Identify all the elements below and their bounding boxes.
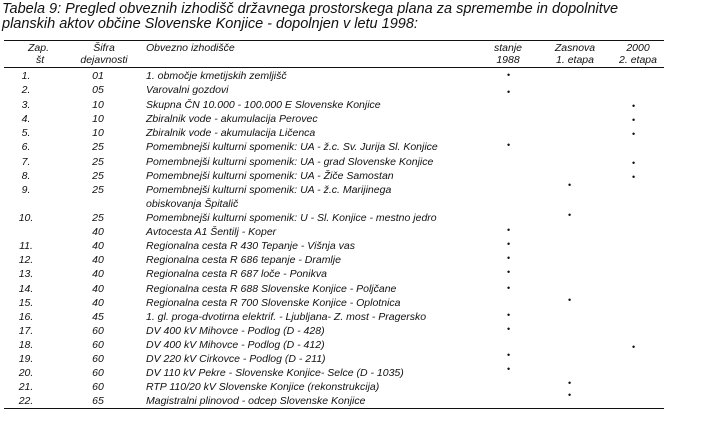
cell-izhodisce: RTP 110/20 kV Slovenske Konjice (rekonstrukcija) [146, 381, 380, 393]
header-zasnova [545, 42, 605, 66]
table-title-line2: planskih aktov občine Slovenske Konjice - dopolnjen v letu 1998: [2, 16, 418, 32]
cell-zap: 1. [21, 70, 31, 82]
table-title [2, 2, 702, 32]
header-zap-line2: št [36, 54, 45, 66]
cell-izhodisce: Pomembnejši kulturni spomenik: UA - Žiče Samostan [146, 170, 394, 182]
etapa2-2000-mark: • [632, 172, 636, 182]
zasnova-etapa1-mark: • [568, 378, 572, 388]
table-row [0, 253, 706, 267]
cell-sifra: 05 [92, 84, 104, 96]
cell-zap: 8. [21, 170, 31, 182]
header-zasnova-label: Zasnova [554, 42, 596, 54]
cell-zap: 9. [21, 184, 31, 196]
cell-izhodisce: Regionalna cesta R 688 Slovenske Konjice - Poljčane [146, 283, 397, 295]
cell-zap: 21. [18, 381, 34, 393]
cell-sifra: 10 [92, 99, 104, 111]
cell-izhodisce: Regionalna cesta R 686 tepanje - Dramlje [146, 254, 341, 266]
cell-sifra: 40 [92, 268, 104, 280]
header-etapa1: 1. etapa [556, 54, 594, 66]
stanje-1988-mark: • [507, 283, 511, 293]
table-row [0, 352, 706, 366]
cell-zap: 7. [21, 156, 31, 168]
cell-zap: 19. [18, 353, 34, 365]
cell-sifra: 10 [92, 113, 104, 125]
cell-izhodisce: Regionalna cesta R 700 Slovenske Konjice - Oplotnica [146, 297, 401, 309]
cell-zap: 13. [18, 268, 34, 280]
stanje-1988-mark: • [507, 350, 511, 360]
header-izhodisce: Obvezno izhodišče [146, 42, 235, 54]
cell-sifra: 25 [92, 141, 104, 153]
cell-sifra: 40 [92, 226, 104, 238]
table-row [0, 140, 706, 154]
stanje-1988-mark: • [507, 324, 511, 334]
table-row [0, 98, 706, 112]
table-row [0, 366, 706, 380]
stanje-1988-mark: • [507, 267, 511, 277]
cell-sifra: 60 [92, 325, 104, 337]
table-row [0, 239, 706, 253]
cell-sifra: 25 [92, 212, 104, 224]
table-row [0, 211, 706, 225]
stanje-1988-mark: • [507, 70, 511, 80]
cell-zap: 18. [18, 339, 34, 351]
etapa2-2000-mark: • [632, 115, 636, 125]
cell-izhodisce: Pomembnejši kulturni spomenik: UA - ž.c. Marijinega [146, 184, 392, 196]
cell-zap: 14. [18, 283, 34, 295]
stanje-1988-mark: • [507, 225, 511, 235]
etapa2-2000-mark: • [632, 158, 636, 168]
cell-sifra: 40 [92, 283, 104, 295]
header-2000 [608, 42, 668, 66]
table-row [0, 282, 706, 296]
table-row [0, 324, 706, 338]
stanje-1988-mark: • [507, 364, 511, 374]
cell-zap: 5. [21, 127, 31, 139]
cell-sifra: 40 [92, 254, 104, 266]
etapa2-2000-mark: • [632, 129, 636, 139]
table-row [0, 296, 706, 310]
cell-sifra: 45 [92, 311, 104, 323]
cell-sifra: 60 [92, 381, 104, 393]
header-sifra [74, 42, 134, 66]
cell-izhodisce: Skupna ČN 10.000 - 100.000 E Slovenske Konjice [146, 99, 381, 111]
header-year-2000: 2000 [626, 42, 650, 54]
header-zap [28, 42, 68, 66]
cell-sifra: 40 [92, 240, 104, 252]
table-row [0, 225, 706, 239]
cell-zap: 12. [18, 254, 34, 266]
cell-izhodisce: Zbiralnik vode - akumulacija Perovec [146, 113, 318, 125]
etapa2-2000-mark: • [632, 342, 636, 352]
cell-zap: 22. [18, 395, 34, 407]
header-stanje [478, 42, 538, 66]
table-row [0, 83, 706, 97]
table-row [0, 126, 706, 140]
stanje-1988-mark: • [507, 87, 511, 97]
stanje-1988-mark: • [507, 310, 511, 320]
cell-izhodisce-line2: obiskovanja Špitalič [146, 198, 239, 210]
cell-izhodisce: Pomembnejši kulturni spomenik: UA - ž.c. Sv. Jurija Sl. Konjice [146, 141, 438, 153]
cell-sifra: 01 [92, 70, 104, 82]
header-bottom-rule [4, 67, 664, 68]
cell-sifra: 10 [92, 127, 104, 139]
cell-izhodisce: DV 400 kV Mihovce - Podlog (D - 412) [146, 339, 325, 351]
stanje-1988-mark: • [507, 239, 511, 249]
cell-izhodisce: DV 400 kV Mihovce - Podlog (D - 428) [146, 325, 325, 337]
header-sifra-line2: dejavnosti [80, 54, 128, 66]
cell-izhodisce: Zbiralnik vode - akumulacija Ličenca [146, 127, 316, 139]
cell-izhodisce: Pomembnejši kulturni spomenik: U - Sl. Konjice - mestno jedro [146, 212, 437, 224]
stanje-1988-mark: • [507, 140, 511, 150]
cell-izhodisce: Varovalni gozdovi [146, 84, 229, 96]
cell-izhodisce: Pomembnejši kulturni spomenik: UA - grad Slovenske Konjice [146, 156, 434, 168]
cell-sifra: 25 [92, 170, 104, 182]
table-title-line1: Tabela 9: Pregled obveznih izhodišč državnega prostorskega plana za spremembe in dopolnitve [2, 1, 619, 17]
cell-sifra: 60 [92, 353, 104, 365]
cell-zap: 10. [18, 212, 34, 224]
stanje-1988-mark: • [507, 253, 511, 263]
header-etapa2: 2. etapa [619, 54, 657, 66]
cell-izhodisce: 1. gl. proga-dvotirna elektrif. - Ljubljana- Z. most - Pragersko [146, 311, 427, 323]
cell-sifra: 25 [92, 184, 104, 196]
cell-izhodisce: Regionalna cesta R 687 loče - Ponikva [146, 268, 327, 280]
table-row [0, 69, 706, 83]
header-stanje-line2: 1988 [496, 54, 520, 66]
cell-zap: 4. [21, 113, 31, 125]
cell-zap: 16. [18, 311, 34, 323]
header-sifra-line1: Šifra [93, 42, 115, 54]
table-row [0, 310, 706, 324]
cell-izhodisce: DV 220 kV Cirkovce - Podlog (D - 211) [146, 353, 326, 365]
zasnova-etapa1-mark: • [568, 295, 572, 305]
zasnova-etapa1-mark: • [568, 210, 572, 220]
table-row [0, 169, 706, 183]
cell-zap: 6. [21, 141, 31, 153]
cell-izhodisce: Avtocesta A1 Šentilj - Koper [146, 226, 277, 238]
zasnova-etapa1-mark: • [568, 180, 572, 190]
table-row [0, 112, 706, 126]
table-row [0, 380, 706, 394]
cell-izhodisce: Magistralni plinovod - odcep Slovenske Konjice [146, 395, 366, 407]
header-top-rule [4, 40, 664, 41]
cell-zap: 11. [19, 240, 33, 252]
table-row [0, 267, 706, 281]
cell-izhodisce: Regionalna cesta R 430 Tepanje - Višnja vas [146, 240, 355, 252]
header-zap-line1: Zap. [28, 42, 50, 54]
cell-sifra: 25 [92, 156, 104, 168]
table-row [0, 390, 706, 408]
zasnova-etapa1-mark: • [568, 390, 572, 400]
table-row [0, 155, 706, 169]
cell-sifra: 60 [92, 367, 104, 379]
cell-zap: 15. [18, 297, 34, 309]
table-row [0, 338, 706, 352]
cell-zap: 2. [21, 84, 31, 96]
cell-izhodisce: 1. območje kmetijskih zemljišč [146, 70, 287, 82]
cell-sifra: 65 [92, 395, 104, 407]
cell-sifra: 60 [92, 339, 104, 351]
etapa2-2000-mark: • [632, 101, 636, 111]
cell-zap: 20. [18, 367, 34, 379]
table-bottom-rule [4, 408, 664, 409]
cell-sifra: 40 [92, 297, 104, 309]
cell-izhodisce: DV 110 kV Pekre - Slovenske Konjice- Selce (D - 1035) [146, 367, 404, 379]
header-stanje-line1: stanje [493, 42, 523, 54]
cell-zap: 3. [21, 99, 31, 111]
cell-zap: 17. [18, 325, 34, 337]
table-row [0, 180, 706, 210]
